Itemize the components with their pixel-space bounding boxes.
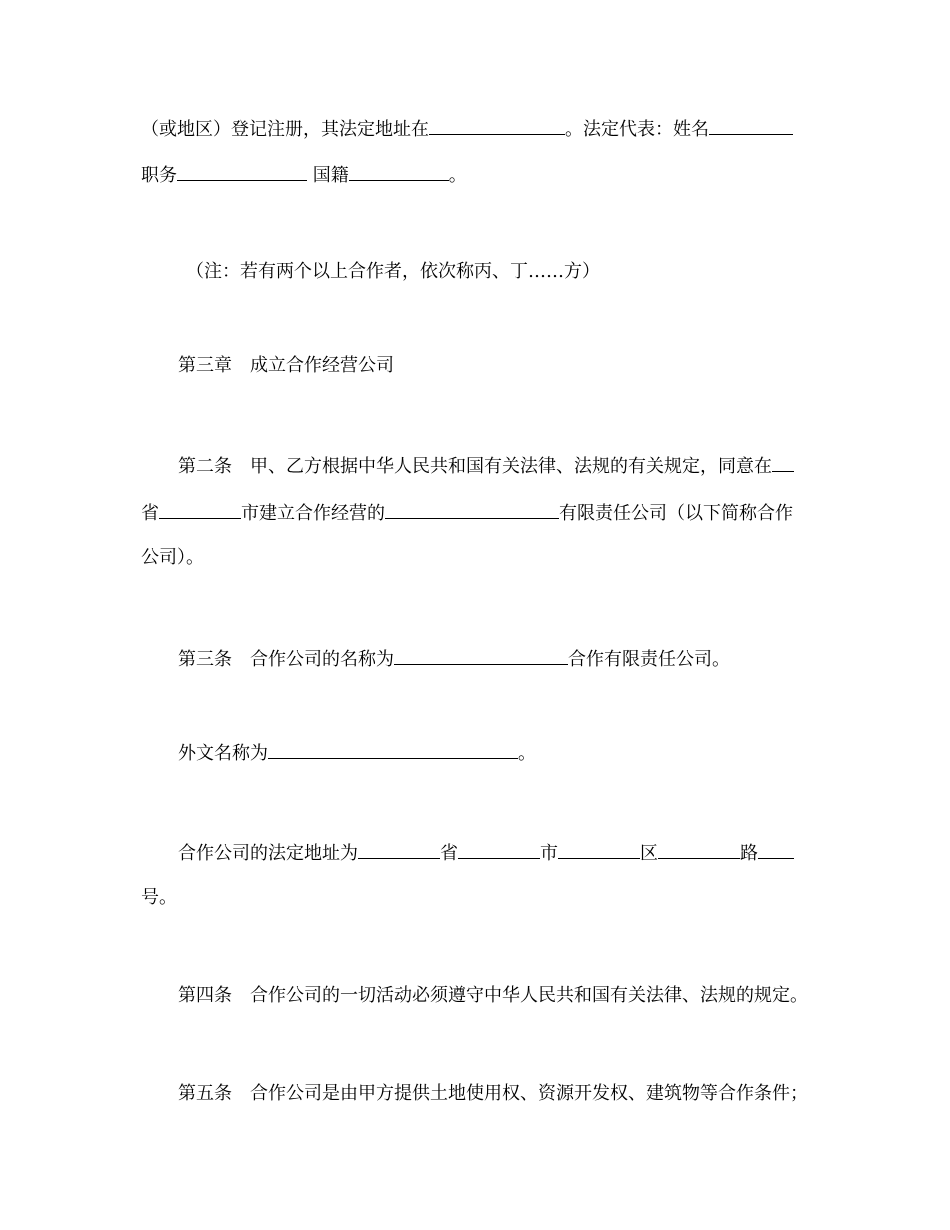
city-blank[interactable] bbox=[159, 500, 241, 519]
foreign-name-blank[interactable] bbox=[268, 740, 518, 759]
address-number-label: 号。 bbox=[141, 887, 177, 908]
article-2-text: 第二条 甲、乙方根据中华人民共和国有关法律、法规的有关规定，同意在 bbox=[178, 456, 772, 477]
province-blank[interactable] bbox=[772, 453, 794, 472]
foreign-name-line bbox=[178, 740, 536, 764]
intro-line-2 bbox=[141, 162, 467, 186]
intro-text-address: （或地区）登记注册，其法定地址在 bbox=[141, 119, 429, 140]
article-2-line-3: 公司）。 bbox=[141, 547, 204, 568]
address-district-label: 区 bbox=[640, 843, 658, 864]
intro-line-1 bbox=[141, 116, 793, 140]
legal-address-line bbox=[178, 840, 794, 864]
intro-period: 。 bbox=[448, 165, 467, 186]
address-blank[interactable] bbox=[429, 116, 565, 135]
city-label: 市建立合作经营的 bbox=[241, 503, 385, 524]
address-road-blank[interactable] bbox=[658, 840, 740, 859]
address-number-blank[interactable] bbox=[758, 840, 794, 859]
company-blank[interactable] bbox=[385, 500, 559, 519]
province-label: 省 bbox=[141, 503, 159, 524]
chapter-3-heading: 第三章 成立合作经营公司 bbox=[178, 355, 394, 376]
company-suffix: 有限责任公司（以下简称合作 bbox=[559, 503, 793, 524]
address-province-label: 省 bbox=[440, 843, 458, 864]
position-blank[interactable] bbox=[177, 162, 307, 181]
article-2-line-1 bbox=[178, 453, 794, 477]
foreign-name-label: 外文名称为 bbox=[178, 743, 268, 764]
note-text: （注：若有两个以上合作者，依次称丙、丁……方） bbox=[186, 261, 600, 282]
article-3-text: 第三条 合作公司的名称为 bbox=[178, 649, 394, 670]
address-city-blank[interactable] bbox=[458, 840, 540, 859]
legal-address-label: 合作公司的法定地址为 bbox=[178, 843, 358, 864]
address-district-blank[interactable] bbox=[558, 840, 640, 859]
position-label: 职务 bbox=[141, 165, 177, 186]
article-5-text: 第五条 合作公司是由甲方提供土地使用权、资源开发权、建筑物等合作条件； bbox=[178, 1083, 808, 1104]
article-4-text: 第四条 合作公司的一切活动必须遵守中华人民共和国有关法律、法规的规定。 bbox=[178, 985, 808, 1006]
address-province-blank[interactable] bbox=[358, 840, 440, 859]
address-city-label: 市 bbox=[540, 843, 558, 864]
rep-name-blank[interactable] bbox=[709, 116, 793, 135]
company-name-blank[interactable] bbox=[394, 646, 568, 665]
article-2-line-2 bbox=[141, 500, 793, 524]
nationality-blank[interactable] bbox=[349, 162, 449, 181]
foreign-name-period: 。 bbox=[518, 743, 536, 764]
nationality-label: 国籍 bbox=[307, 165, 349, 186]
article-3-suffix: 合作有限责任公司。 bbox=[568, 649, 730, 670]
intro-text-rep: 。法定代表：姓名 bbox=[565, 119, 709, 140]
article-3-line-1 bbox=[178, 646, 730, 670]
address-road-label: 路 bbox=[740, 843, 758, 864]
